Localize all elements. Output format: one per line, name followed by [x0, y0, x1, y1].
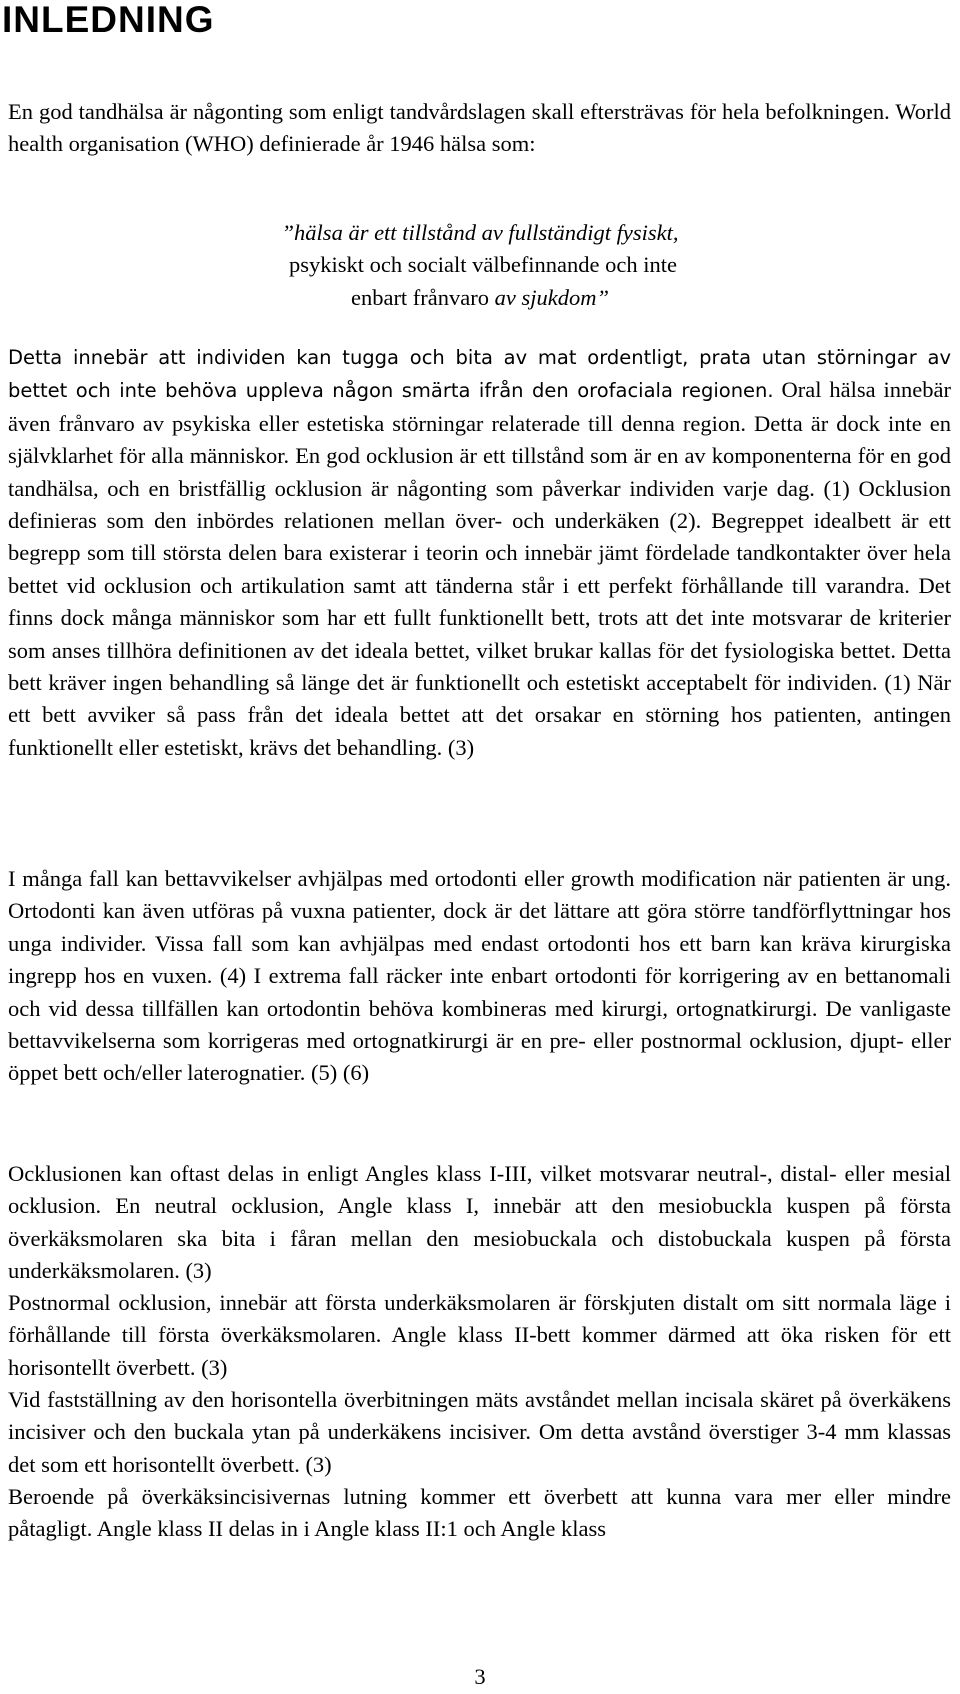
- quote-line-1: ”hälsa är ett tillstånd av fullständigt fysiskt,: [281, 220, 679, 245]
- paragraph-4: Postnormal ocklusion, innebär att första underkäksmolaren är förskjuten distalt om sitt normala läge i förhållande till första överkäksmolaren. Angle klass II-bett kommer därmed att öka risken för ett horisontellt överbett. (3): [8, 1290, 951, 1380]
- intro-paragraph: En god tandhälsa är någonting som enligt tandvårdslagen skall eftersträvas för hela befolkningen. World health organisation (WHO) definierade år 1946 hälsa som:: [8, 99, 951, 157]
- paragraph-1: [8, 341, 951, 764]
- quote-line-2: psykiskt och socialt välbefinnande och inte: [288, 252, 678, 278]
- page-number: 3: [474, 1664, 486, 1689]
- paragraph-6: Beroende på överkäksincisivernas lutning kommer ett överbett att kunna vara mer eller mindre påtagligt. Angle klass II delas in i Angle klass II:1 och Angle klass: [8, 1484, 951, 1542]
- paragraph-1-sans-part: Detta innebär att individen kan tugga och bita av mat ordentligt, prata utan störningar av bettet och inte behöva uppleva någon smärta ifrån den orofaciala regionen.: [8, 346, 951, 403]
- quote-line-3-plain: enbart frånvaro: [350, 284, 495, 310]
- quote-line-3: [0, 282, 960, 314]
- quote-line-3-italic: av sjukdom”: [494, 284, 610, 310]
- paragraph-2: I många fall kan bettavvikelser avhjälpas med ortodonti eller growth modification när patienten är ung. Ortodonti kan även utföras på vuxna patienter, dock är det lättare att göra större tandförflyttningar hos unga individer. Vissa fall som kan avhjälpas med endast ortodonti hos ett barn kan kräva kirurgiska ingrepp hos en vuxen. (4) I extrema fall räcker inte enbart ortodonti för korrigering av en bettanomali och vid dessa tillfällen kan ortodontin behöva kombineras med kirurgi, ortognatkirurgi. De vanligaste bettavvikelserna som korrigeras med ortognatkirurgi är en pre- eller postnormal ocklusion, djupt- eller öppet bett och/eller laterognatier. (5) (6): [8, 866, 951, 1086]
- paragraph-3: Ocklusionen kan oftast delas in enligt Angles klass I-III, vilket motsvarar neutral-, distal- eller mesial ocklusion. En neutral ocklusion, Angle klass I, innebär att den mesiobuckla kuspen på första överkäksmolaren ska bita i fåran mellan den mesiobuckala och distobuckala kuspen på första underkäksmolaren. (3): [8, 1161, 951, 1284]
- paragraph-1-serif-part: Oral hälsa innebär även frånvaro av psykiska eller estetiska störningar relaterade till denna region. Detta är dock inte en självklarhet för alla människor. En god ocklusion är ett tillstånd som är en av komponenterna för en god tandhälsa, och en bristfällig ocklusion är någonting som påverkar individen varje dag. (1) Ocklusion definieras som den inbördes relationen mellan över- och underkäken (2). Begreppet idealbett är ett begrepp som till största delen bara existerar i teorin och innebär jämt fördelade tandkontakter över hela bettet vid ocklusion och artikulation samt att tänderna står i ett perfekt förhållande till varandra. Det finns dock många människor som har ett fullt funktionellt bett, trots att det inte motsvarar de kriterier som anses tillhöra definitionen av det ideala bettet, vilket brukar kallas för det fysiologiska bettet. Detta bett kräver ingen behandling så länge det är funktionellt och estetiskt acceptabelt för individen. (1) När ett bett avviker så pass från det ideala bettet att det orsakar en störning hos patienten, antingen funktionellt eller estetiskt, krävs det behandling. (3): [8, 377, 951, 760]
- who-quote: [0, 217, 960, 314]
- paragraph-5: Vid fastställning av den horisontella överbitningen mäts avståndet mellan incisala skäret på överkäkens incisiver och den buckala ytan på underkäkens incisiver. Om detta avstånd överstiger 3-4 mm klassas det som ett horisontellt överbett. (3): [8, 1387, 951, 1477]
- page-heading: INLEDNING: [2, 0, 215, 40]
